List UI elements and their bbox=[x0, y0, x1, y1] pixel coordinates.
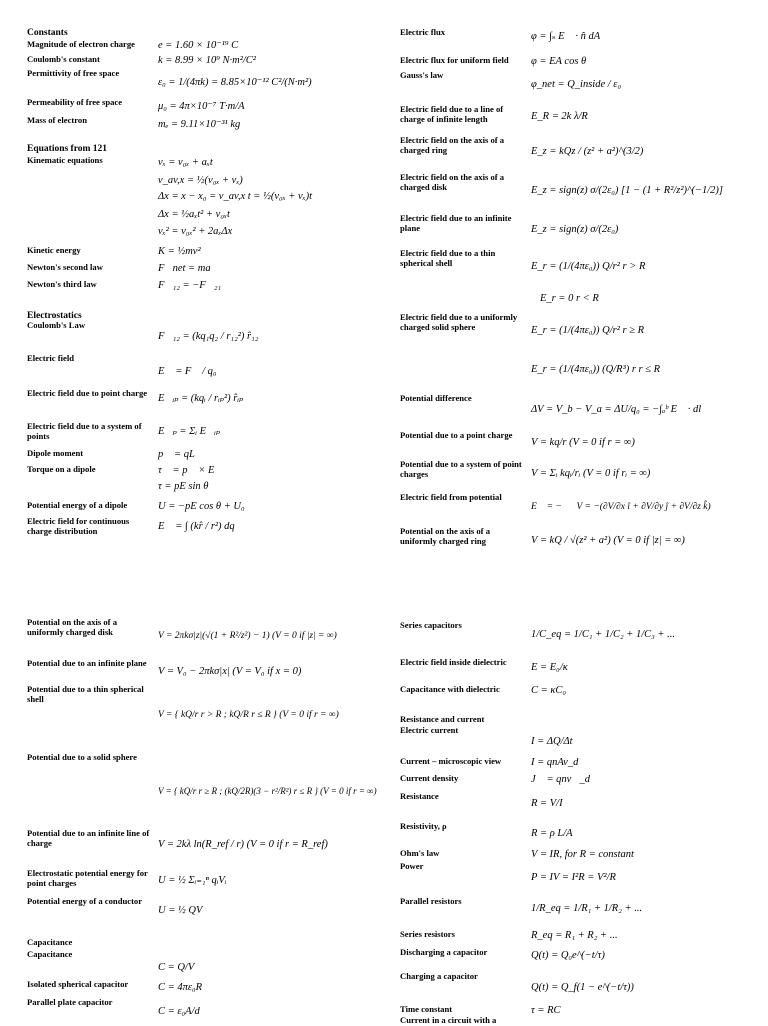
formula-label: Potential due to a system of point charges bbox=[400, 459, 522, 479]
formula-label: Electric field from potential bbox=[400, 492, 502, 502]
formula-equation: 1/R_eq = 1/R₁ + 1/R₂ + ... bbox=[531, 903, 643, 914]
formula-equation: vₓ² = v₀ₓ² + 2aₓΔx bbox=[158, 226, 233, 237]
formula-label: Potential energy of a dipole bbox=[27, 500, 128, 510]
formula-equation: V = { kQ/r r > R ; kQ/R r ≤ R } (V = 0 if r = ∞) bbox=[158, 710, 339, 720]
formula-label: Magnitude of electron charge bbox=[27, 39, 135, 49]
formula-label: Series capacitors bbox=[400, 620, 462, 630]
formula-equation: F⃗₁₂ = (kq₁q₂ / r₁₂²) r̂₁₂ bbox=[158, 331, 259, 342]
formula-label: Current – microscopic view bbox=[400, 756, 502, 766]
formula-label: Newton's second law bbox=[27, 262, 103, 272]
formula-equation: E_z = kQz / (z² + a²)^(3/2) bbox=[531, 146, 644, 157]
formula-equation: F⃗₁₂ = −F⃗₂₁ bbox=[158, 280, 222, 291]
formula-equation: E⃗ₚ = Σᵢ E⃗ᵢₚ bbox=[158, 426, 221, 437]
formula-label: Potential difference bbox=[400, 393, 472, 403]
formula-equation: I = ΔQ/Δt bbox=[531, 736, 573, 747]
formula-equation: τ = pE sin θ bbox=[158, 481, 209, 492]
formula-equation: E = E₀/κ bbox=[531, 662, 568, 673]
formula-equation: p⃗ = qL⃗ bbox=[158, 449, 204, 460]
formula-equation: ε₀ = 1/(4πk) = 8.85×10⁻¹² C²/(N·m²) bbox=[158, 77, 312, 88]
formula-label: Electric field due to a thin spherical shell bbox=[400, 248, 496, 268]
formula-label: Electric field on the axis of a charged disk bbox=[400, 172, 505, 192]
formula-equation: ΔV = V_b − V_a = ΔU/q₀ = −∫ₐᵇ E⃗ · dl⃗ bbox=[531, 404, 710, 415]
formula-equation: U = −pE cos θ + U₀ bbox=[158, 501, 245, 512]
formula-label: Electric field inside dielectric bbox=[400, 657, 507, 667]
formula-equation: K = ½mv² bbox=[158, 246, 201, 257]
section-heading-equations-121: Equations from 121 bbox=[27, 144, 108, 154]
formula-label: Electric field due to an infinite plane bbox=[400, 213, 512, 233]
formula-equation: E⃗ = ∫ (kr̂ / r²) dq bbox=[158, 521, 235, 532]
formula-label: Capacitance bbox=[27, 949, 73, 959]
formula-label: Charging a capacitor bbox=[400, 971, 478, 981]
formula-label: Electrostatic potential energy for point charges bbox=[27, 868, 148, 888]
formula-label: Electric current bbox=[400, 725, 459, 735]
formula-label: Time constant bbox=[400, 1004, 453, 1014]
formula-equation: E⃗ = −∇⃗V = −(∂V/∂x î + ∂V/∂y ĵ + ∂V/∂z k̂) bbox=[531, 502, 711, 512]
formula-equation: P = IV = I²R = V²/R bbox=[531, 872, 616, 883]
formula-equation: I = qnAv_d bbox=[531, 757, 579, 768]
formula-equation: Δx = ½aₓt² + v₀ₓt bbox=[158, 209, 230, 220]
formula-label: Electric flux for uniform field bbox=[400, 55, 509, 65]
formula-label: Electric field due to a uniformly charged solid sphere bbox=[400, 312, 518, 332]
formula-label: Electric field bbox=[27, 353, 75, 363]
formula-label: Potential due to an infinite plane bbox=[27, 658, 147, 668]
formula-equation: μ₀ = 4π×10⁻⁷ T·m/A bbox=[158, 101, 245, 112]
formula-label: Permeability of free space bbox=[27, 97, 123, 107]
formula-label: Electric field on the axis of a charged ring bbox=[400, 135, 505, 155]
formula-label: Parallel plate capacitor bbox=[27, 997, 113, 1007]
formula-label: Resistivity, ρ bbox=[400, 821, 447, 831]
formula-label: Electric field due to point charge bbox=[27, 388, 148, 398]
formula-equation: U = ½ Σᵢ₌₁ⁿ qᵢVᵢ bbox=[158, 875, 227, 886]
formula-label: Coulomb's constant bbox=[27, 54, 100, 64]
formula-label: Parallel resistors bbox=[400, 896, 462, 906]
formula-equation: U = ½ QV bbox=[158, 905, 203, 916]
section-heading-resistance-current: Resistance and current bbox=[400, 714, 485, 724]
formula-label: Potential due to a point charge bbox=[400, 430, 513, 440]
formula-equation: τ = RC bbox=[531, 1005, 561, 1016]
formula-label: Kinetic energy bbox=[27, 245, 81, 255]
formula-equation: C = 4πε₀R bbox=[158, 982, 203, 993]
section-heading-constants: Constants bbox=[27, 28, 68, 38]
formula-equation: E_z = sign(z) σ/(2ε₀) bbox=[531, 224, 619, 235]
formula-label: Current density bbox=[400, 773, 459, 783]
formula-label: Dipole moment bbox=[27, 448, 84, 458]
formula-equation: φ = ∫ₛ E⃗ · n̂ dA bbox=[531, 31, 601, 42]
formula-equation: τ⃗ = p⃗ × E⃗ bbox=[158, 465, 223, 476]
formula-label: Electric field due to a system of points bbox=[27, 421, 142, 441]
formula-equation: E_r = (1/(4πε₀)) Q/r² r ≥ R bbox=[531, 325, 645, 336]
formula-equation: e = 1.60 × 10⁻¹⁹ C bbox=[158, 40, 239, 51]
formula-label: Resistance bbox=[400, 791, 439, 801]
formula-equation: E_r = (1/(4πε₀)) Q/r² r > R bbox=[531, 261, 646, 272]
formula-label: Electric field due to a line of charge of infinite length bbox=[400, 104, 504, 124]
formula-equation: R = ρ L/A bbox=[531, 828, 573, 839]
formula-label: Capacitance with dielectric bbox=[400, 684, 500, 694]
formula-label: Potential due to a solid sphere bbox=[27, 752, 137, 762]
formula-equation: 1/C_eq = 1/C₁ + 1/C₂ + 1/C₃ + ... bbox=[531, 629, 676, 640]
formula-equation: V = kq/r (V = 0 if r = ∞) bbox=[531, 437, 635, 448]
formula-label: Kinematic equations bbox=[27, 155, 103, 165]
formula-label: Potential due to an infinite line of charge bbox=[27, 828, 150, 848]
formula-label: Mass of electron bbox=[27, 115, 87, 125]
formula-equation: C = κC₀ bbox=[531, 685, 567, 696]
formula-equation: R_eq = R₁ + R₂ + ... bbox=[531, 930, 618, 941]
formula-label: Potential due to a thin spherical shell bbox=[27, 684, 144, 704]
formula-label: Series resistors bbox=[400, 929, 455, 939]
formula-equation: J⃗ = qnv⃗_d bbox=[531, 774, 590, 785]
formula-equation: Δx = x − x₀ = v_av,x t = ½(v₀ₓ + vₓ)t bbox=[158, 191, 313, 202]
section-heading-capacitance: Capacitance bbox=[27, 937, 73, 947]
formula-label: Potential energy of a conductor bbox=[27, 896, 143, 906]
formula-label: Current in a circuit with a bbox=[400, 1015, 497, 1025]
formula-label: Torque on a dipole bbox=[27, 464, 96, 474]
formula-label: Electric flux bbox=[400, 27, 446, 37]
formula-equation: V = IR, for R = constant bbox=[531, 849, 634, 860]
formula-label: Permittivity of free space bbox=[27, 68, 120, 78]
formula-equation: v_av,x = ½(v₀ₓ + vₓ) bbox=[158, 175, 243, 186]
formula-equation: V = V₀ − 2πkσ|x| (V = V₀ if x = 0) bbox=[158, 666, 302, 677]
formula-equation: R = V/I bbox=[531, 798, 563, 809]
formula-label: Potential on the axis of a uniformly charged disk bbox=[27, 617, 117, 637]
formula-label: Isolated spherical capacitor bbox=[27, 979, 129, 989]
formula-equation: E_z = sign(z) σ/(2ε₀) [1 − (1 + R²/z²)^(−1/2)] bbox=[531, 185, 724, 196]
formula-equation: V = { kQ/r r ≥ R ; (kQ/2R)(3 − r²/R²) r ≤ R } (V = 0 if r = ∞) bbox=[158, 786, 377, 796]
formula-equation: vₓ = v₀ₓ + aₓt bbox=[158, 157, 213, 168]
formula-equation: F⃗net = ma⃗ bbox=[158, 263, 219, 274]
formula-label: Electric field for continuous charge distribution bbox=[27, 516, 130, 536]
formula-label: Power bbox=[400, 861, 424, 871]
formula-equation: E⃗ᵢₚ = (kqᵢ / rᵢₚ²) r̂ᵢₚ bbox=[158, 393, 244, 404]
formula-label: Gauss's law bbox=[400, 70, 444, 80]
formula-label: Ohm's law bbox=[400, 848, 440, 858]
formula-equation: φ = EA cos θ bbox=[531, 56, 587, 67]
formula-equation: E_R = 2k λ/R bbox=[531, 111, 588, 122]
formula-label: Potential on the axis of a uniformly charged ring bbox=[400, 526, 490, 546]
formula-equation: mₑ = 9.11×10⁻³¹ kg bbox=[158, 119, 241, 130]
formula-equation: C = Q/V bbox=[158, 962, 195, 973]
formula-equation: E_r = 0 r < R bbox=[540, 293, 599, 304]
formula-equation: k = 8.99 × 10⁹ N·m²/C² bbox=[158, 55, 256, 66]
formula-equation: Q(t) = Q_f(1 − e^(−t/τ)) bbox=[531, 982, 634, 993]
formula-equation: V = 2kλ ln(R_ref / r) (V = 0 if r = R_ref) bbox=[158, 839, 328, 850]
formula-equation: Q(t) = Q₀e^(−t/τ) bbox=[531, 950, 605, 961]
formula-label: Newton's third law bbox=[27, 279, 97, 289]
formula-equation: V = kQ / √(z² + a²) (V = 0 if |z| = ∞) bbox=[531, 535, 685, 546]
section-heading-electrostatics: Electrostatics bbox=[27, 311, 82, 321]
formula-equation: E_r = (1/(4πε₀)) (Q/R³) r r ≤ R bbox=[531, 364, 661, 375]
formula-equation: E⃗ = F⃗ / q₀ bbox=[158, 366, 217, 377]
formula-label: Coulomb's Law bbox=[27, 320, 86, 330]
formula-equation: φ_net = Q_inside / ε₀ bbox=[531, 79, 622, 90]
formula-equation: V = 2πkσ|z|(√(1 + R²/z²) − 1) (V = 0 if |z| = ∞) bbox=[158, 631, 337, 641]
formula-label: Discharging a capacitor bbox=[400, 947, 488, 957]
formula-equation: V = Σᵢ kqᵢ/rᵢ (V = 0 if rᵢ = ∞) bbox=[531, 468, 651, 479]
formula-equation: C = ε₀A/d bbox=[158, 1006, 200, 1017]
